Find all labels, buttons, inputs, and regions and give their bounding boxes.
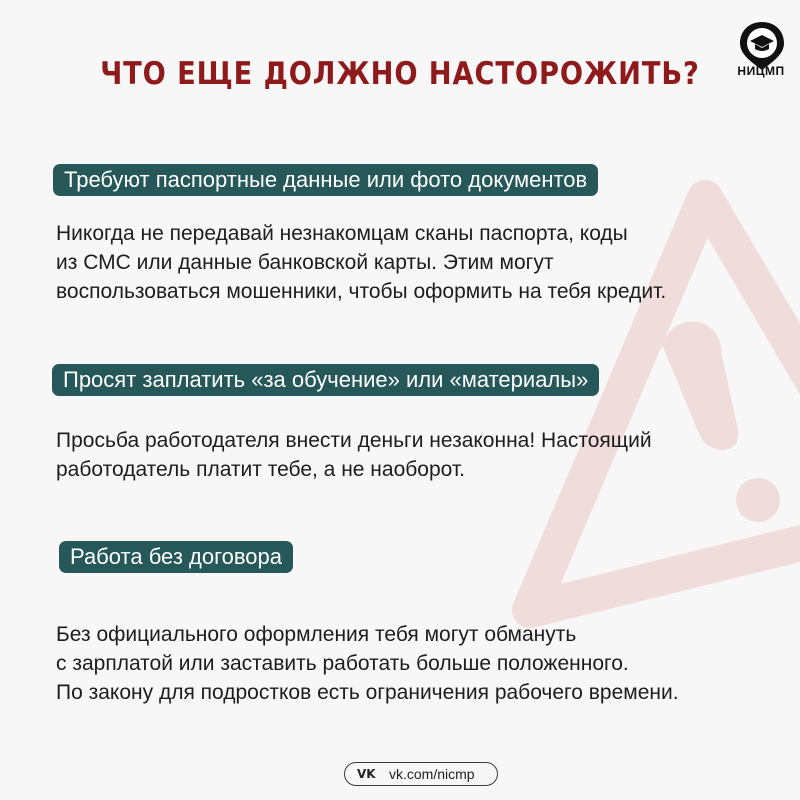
vk-link[interactable] [344, 762, 498, 786]
section-heading-contract: Работа без договора [59, 541, 293, 573]
text-line: Без официального оформления тебя могут обмануть [56, 623, 577, 646]
section-text-payment [56, 426, 652, 484]
section-heading-payment: Просят заплатить «за обучение» или «материалы» [52, 364, 599, 396]
vk-url: vk.com/nicmp [389, 766, 475, 782]
text-line: По закону для подростков есть ограничения рабочего времени. [56, 681, 679, 704]
text-line: работодатель платит тебе, а не наоборот. [56, 458, 465, 481]
section-text-passport [56, 219, 666, 306]
text-line: с зарплатой или заставить работать больше положенного. [56, 652, 629, 675]
page-title: ЧТО ЕЩЕ ДОЛЖНО НАСТОРОЖИТЬ? [100, 56, 700, 92]
text-line: воспользоваться мошенники, чтобы оформить на тебя кредит. [56, 280, 667, 303]
section-heading-passport: Требуют паспортные данные или фото документов [53, 164, 598, 196]
text-line: Просьба работодателя внести деньги незаконна! Настоящий [56, 429, 652, 452]
text-line: из СМС или данные банковской карты. Этим могут [56, 251, 554, 274]
logo-text: НИЦМП [737, 64, 785, 78]
vk-logo-icon: VK [357, 767, 376, 781]
section-text-contract [56, 620, 679, 707]
text-line: Никогда не передавай незнакомцам сканы паспорта, коды [56, 222, 628, 245]
